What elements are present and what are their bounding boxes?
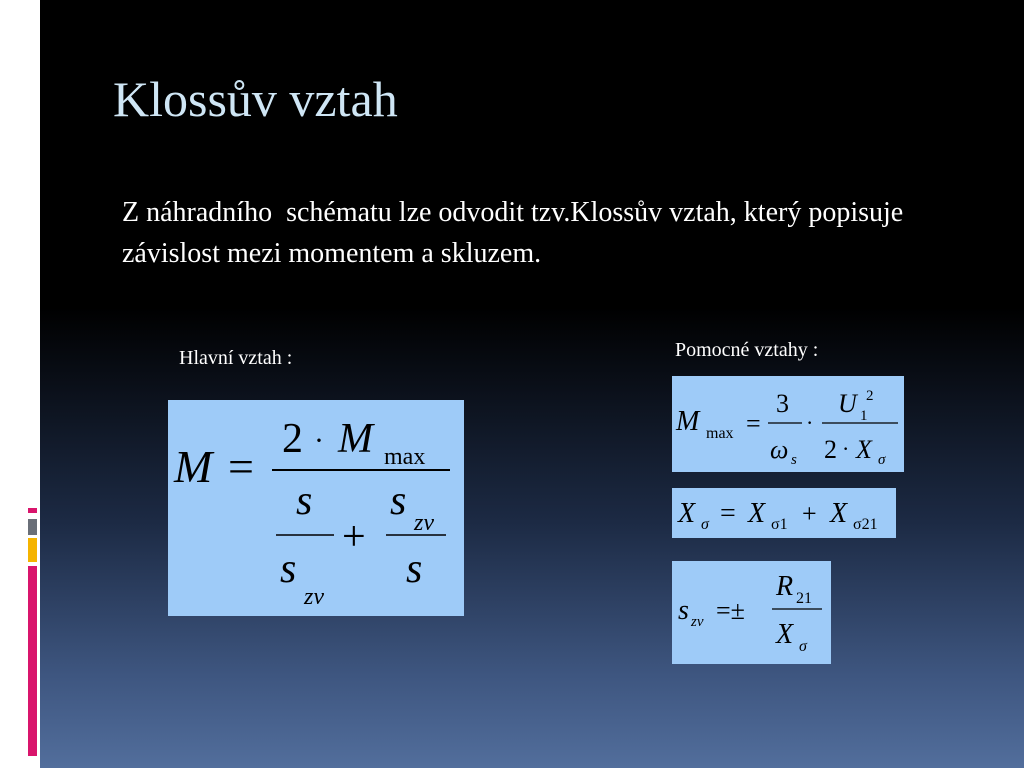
f-main-two: 2 bbox=[282, 416, 303, 462]
f-mmax-U-sup: 2 bbox=[866, 388, 874, 404]
accent-mark-pink bbox=[28, 508, 37, 513]
f-xs-sigma: σ bbox=[701, 516, 709, 533]
f-mmax-three: 3 bbox=[776, 389, 789, 418]
f-xs-X: X bbox=[678, 498, 696, 529]
accent-mark-gray bbox=[28, 519, 37, 535]
slide-title: Klossův vztah bbox=[113, 71, 398, 127]
accent-mark-yellow bbox=[28, 538, 37, 562]
f-mmax-dot2: · bbox=[842, 436, 850, 461]
f-szv-R: R bbox=[776, 571, 794, 602]
f-main-szv2-s: s bbox=[390, 478, 407, 524]
main-formula-box bbox=[168, 400, 464, 616]
f-main-s1: s bbox=[296, 478, 313, 524]
f-szv-eq: =± bbox=[716, 596, 745, 625]
f-szv-zv: zv bbox=[691, 614, 704, 630]
szv-formula-box bbox=[672, 561, 831, 664]
f-mmax-dot: · bbox=[806, 410, 814, 435]
main-formula bbox=[168, 400, 464, 616]
f-mmax-eq: = bbox=[746, 409, 761, 438]
f-mmax-M: M bbox=[676, 406, 700, 437]
f-main-s2: s bbox=[406, 546, 423, 592]
f-mmax-U-sub: 1 bbox=[860, 408, 868, 424]
f-main-M: M bbox=[338, 416, 373, 462]
f-mmax-X-sub: σ bbox=[878, 452, 886, 468]
f-main-dot: · bbox=[314, 424, 324, 457]
f-mmax-U: U bbox=[838, 389, 857, 418]
xsigma-formula-box bbox=[672, 488, 896, 538]
f-main-max: max bbox=[384, 444, 426, 470]
f-mmax-X: X bbox=[856, 435, 872, 464]
mmax-formula-box bbox=[672, 376, 904, 472]
f-szv-X: X bbox=[776, 619, 794, 650]
mmax-formula bbox=[672, 376, 904, 472]
f-xs-eq: = bbox=[720, 498, 736, 529]
f-mmax-omega: ω bbox=[770, 435, 789, 464]
f-szv-s: s bbox=[678, 595, 689, 626]
f-xs-s1: σ1 bbox=[771, 516, 788, 533]
f-xs-X2: X bbox=[830, 498, 848, 529]
f-main-szv-s: s bbox=[280, 546, 297, 592]
f-main-lhs: M bbox=[174, 441, 213, 492]
xsigma-formula bbox=[672, 488, 896, 538]
f-main-plus: + bbox=[342, 514, 366, 560]
f-mmax-two: 2 bbox=[824, 435, 837, 464]
f-xs-s21: σ21 bbox=[853, 516, 878, 533]
f-main-eq: = bbox=[228, 441, 254, 492]
accent-bar-pink bbox=[28, 566, 37, 756]
f-mmax-omega-sub: s bbox=[791, 452, 797, 468]
f-mmax-max: max bbox=[706, 425, 734, 442]
f-main-szv-sub: zv bbox=[304, 584, 324, 610]
f-szv-R-sub: 21 bbox=[796, 590, 812, 607]
szv-formula bbox=[672, 561, 831, 664]
main-formula-label: Hlavní vztah : bbox=[179, 347, 293, 369]
f-szv-X-sub: σ bbox=[799, 638, 807, 655]
f-xs-plus: + bbox=[802, 499, 817, 528]
intro-text: Z náhradního schématu lze odvodit tzv.Klossův vztah, který popisuje závislost mezi momentem a skluzem. bbox=[122, 197, 911, 269]
f-main-szv2-sub: zv bbox=[414, 510, 434, 536]
f-xs-X1: X bbox=[748, 498, 766, 529]
aux-formulas-label: Pomocné vztahy : bbox=[675, 339, 819, 361]
